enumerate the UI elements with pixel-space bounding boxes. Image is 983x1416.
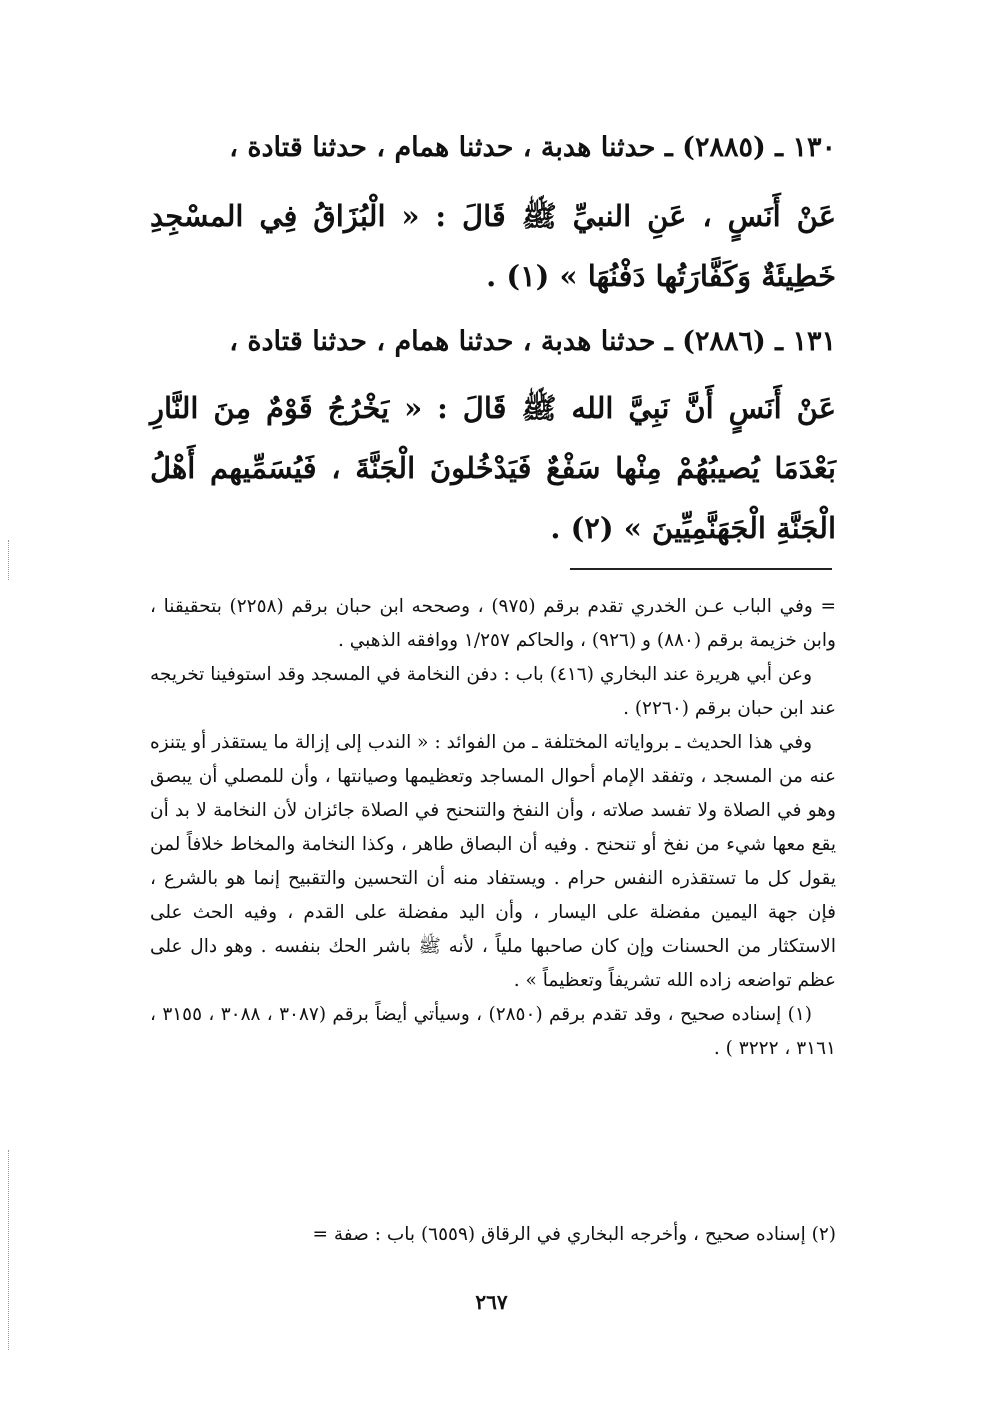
hadith-131-text: عَنْ أَنَسٍ أَنَّ نَبِيَّ الله ﷺ قَالَ : « يَخْرُجُ قَوْمٌ مِنَ النَّارِ بَعْدَمَا يُصيبُهُمْ مِنْها سَفْعٌ فَيَدْخُلونَ الْجَنَّةَ ، فَيُسَمِّيهم أَهْلُ الْجَنَّةِ الْجَهَنَّمِيِّينَ » (٢) . xyxy=(150,391,836,545)
hadith-130-heading: ١٣٠ ـ (٢٨٨٥) ـ حدثنا هدبة ، حدثنا همام ، حدثنا قتادة ، xyxy=(229,132,836,163)
hadith-131-heading: ١٣١ ـ (٢٨٨٦) ـ حدثنا هدبة ، حدثنا همام ، حدثنا قتادة ، xyxy=(229,326,836,357)
hadith-130-text: عَنْ أَنَسٍ ، عَنِ النبيِّ ﷺ قَالَ : « الْبُزَاقُ فِي المسْجِدِ خَطِيئَةٌ وَكَفَّارَتُها دَفْنُهَا » (١) . xyxy=(150,199,836,293)
footnote-1: (١) إسناده صحيح ، وقد تقدم برقم (٢٨٥٠) ، وسيأتي أيضاً برقم (٣٠٨٧ ، ٣٠٨٨ ، ٣١٥٥ ، ٣١٦١ ، ٣٢٢٢ ) . xyxy=(150,1004,836,1059)
footnote-2: (٢) إسناده صحيح ، وأخرجه البخاري في الرقاق (٦٥٥٩) باب : صفة = xyxy=(312,1224,836,1245)
footnote-paragraph: وعن أبي هريرة عند البخاري (٤١٦) باب : دفن النخامة في المسجد وقد استوفينا تخريجه عند ابن حبان برقم (٢٢٦٠) . xyxy=(150,664,836,719)
page-number: ٢٦٧ xyxy=(475,1290,508,1314)
scan-margin-mark xyxy=(8,1150,9,1350)
footnote-paragraph: وفي هذا الحديث ـ برواياته المختلفة ـ من الفوائد : « الندب إلى إزالة ما يستقذر أو يتنزه عنه من المسجد ، وتفقد الإمام أحوال المساجد وتعظيمها وصيانتها ، وأن للمصلي أن يبصق وهو في الصلاة ولا تفسد صلاته ، وأن النفخ والتنحنح في الصلاة جائزان لأن النخامة لا بد أن يقع معها شيء من نفخ أو تنحنح . وفيه أن البصاق طاهر ، وكذا النخامة والمخاط خلافاً لمن يقول كل ما تستقذره النفس حرام . ويستفاد منه أن التحسين والتقبيح إنما هو بالشرع ، فإن جهة اليمين مفضلة على اليسار ، وأن اليد مفضلة على القدم ، وفيه الحث على الاستكثار من الحسنات وإن كان صاحبها ملياً ، لأنه ﷺ باشر الحك بنفسه . وهو دال على عظم تواضعه زاده الله تشريفاً وتعظيماً » . xyxy=(150,732,836,991)
footnotes xyxy=(150,590,836,1066)
footnote-continuation: = وفي الباب عـن الخدري تقدم برقم (٩٧٥) ، وصححه ابن حبان برقم (٢٢٥٨) بتحقيقنا ، وابن خزيمة برقم (٨٨٠) و (٩٢٦) ، والحاكم ١/٢٥٧ ووافقه الذهبي . xyxy=(150,596,836,651)
scan-margin-mark xyxy=(8,540,9,580)
footnote-divider xyxy=(570,568,832,570)
